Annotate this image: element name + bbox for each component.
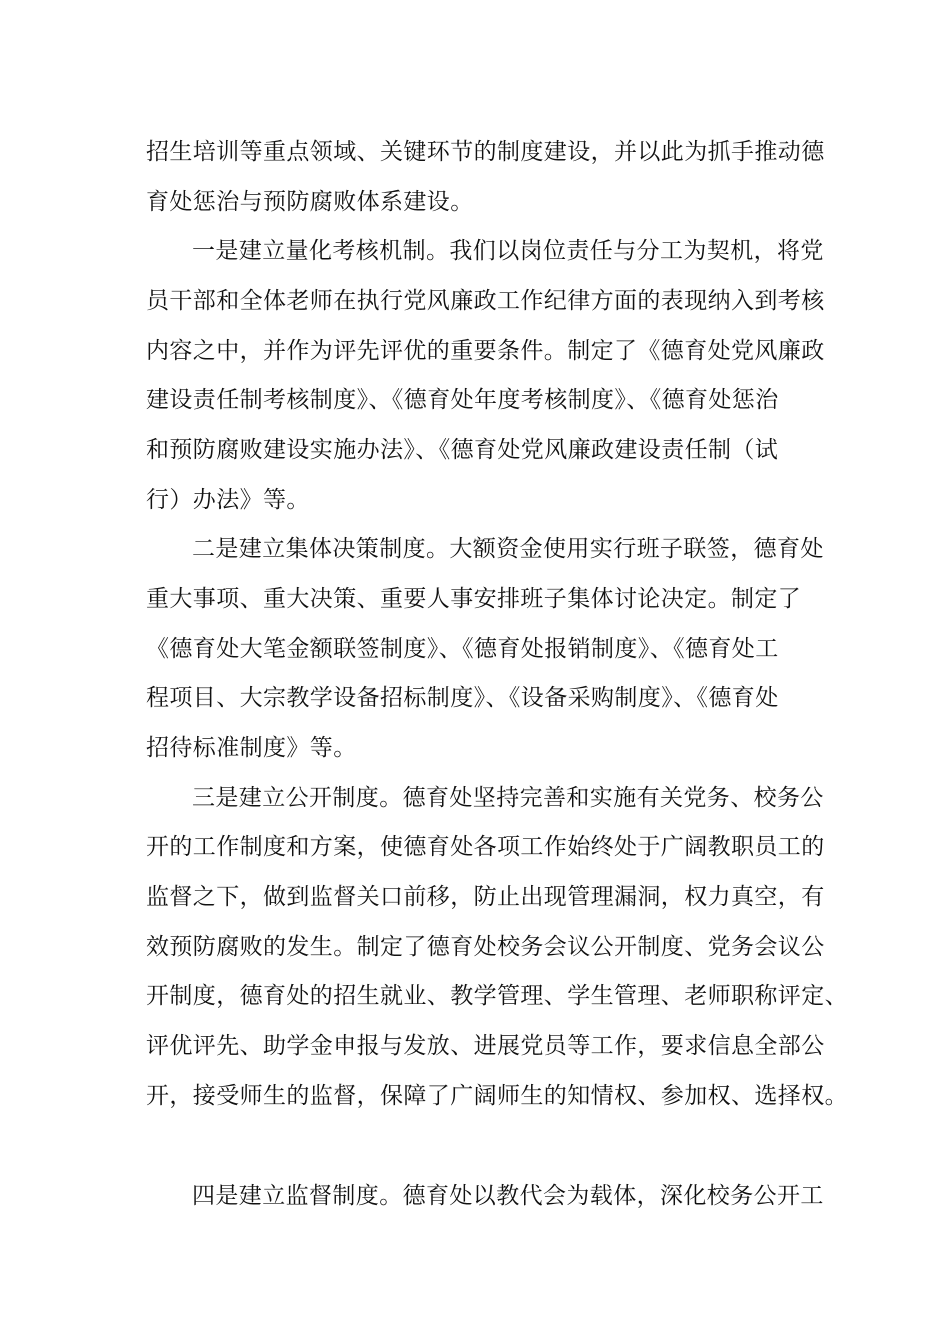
text-line: 开的工作制度和方案，使德育处各项工作始终处于广阔教职员工的 xyxy=(146,834,825,860)
text-line: 育处惩治与预防腐败体系建设。 xyxy=(146,189,474,215)
text-line: 建设责任制考核制度》、《德育处年度考核制度》、《德育处惩治 xyxy=(146,387,779,413)
text-line: 《德育处大笔金额联签制度》、《德育处报销制度》、《德育处工 xyxy=(146,636,779,662)
paragraph-first-line: 四是建立监督制度。德育处以教代会为载体，深化校务公开工 xyxy=(192,1183,824,1209)
text-line: 开制度，德育处的招生就业、教学管理、学生管理、老师职称评定、 xyxy=(146,983,848,1009)
text-line: 招生培训等重点领域、关键环节的制度建设，并以此为抓手推动德 xyxy=(146,139,825,165)
text-line: 监督之下，做到监督关口前移，防止出现管理漏洞，权力真空，有 xyxy=(146,884,825,910)
text-line: 员干部和全体老师在执行党风廉政工作纪律方面的表现纳入到考核 xyxy=(146,288,825,314)
paragraph-first-line: 二是建立集体决策制度。大额资金使用实行班子联签，德育处 xyxy=(192,536,824,562)
text-line: 内容之中，并作为评先评优的重要条件。制定了《德育处党风廉政 xyxy=(146,338,825,364)
text-line: 效预防腐败的发生。制定了德育处校务会议公开制度、党务会议公 xyxy=(146,934,825,960)
paragraph-first-line: 三是建立公开制度。德育处坚持完善和实施有关党务、校务公 xyxy=(192,785,824,811)
text-line: 评优评先、助学金申报与发放、进展党员等工作，要求信息全部公 xyxy=(146,1033,825,1059)
text-line: 和预防腐败建设实施办法》、《德育处党风廉政建设责任制（试 xyxy=(146,437,779,463)
paragraph-first-line: 一是建立量化考核机制。我们以岗位责任与分工为契机，将党 xyxy=(192,238,824,264)
text-line: 行）办法》等。 xyxy=(146,487,310,513)
text-line: 招待标准制度》等。 xyxy=(146,735,357,761)
text-line: 重大事项、重大决策、重要人事安排班子集体讨论决定。制定了 xyxy=(146,586,802,612)
text-line: 开，接受师生的监督，保障了广阔师生的知情权、参加权、选择权。 xyxy=(146,1083,848,1109)
text-line: 程项目、大宗教学设备招标制度》、《设备采购制度》、《德育处 xyxy=(146,685,779,711)
